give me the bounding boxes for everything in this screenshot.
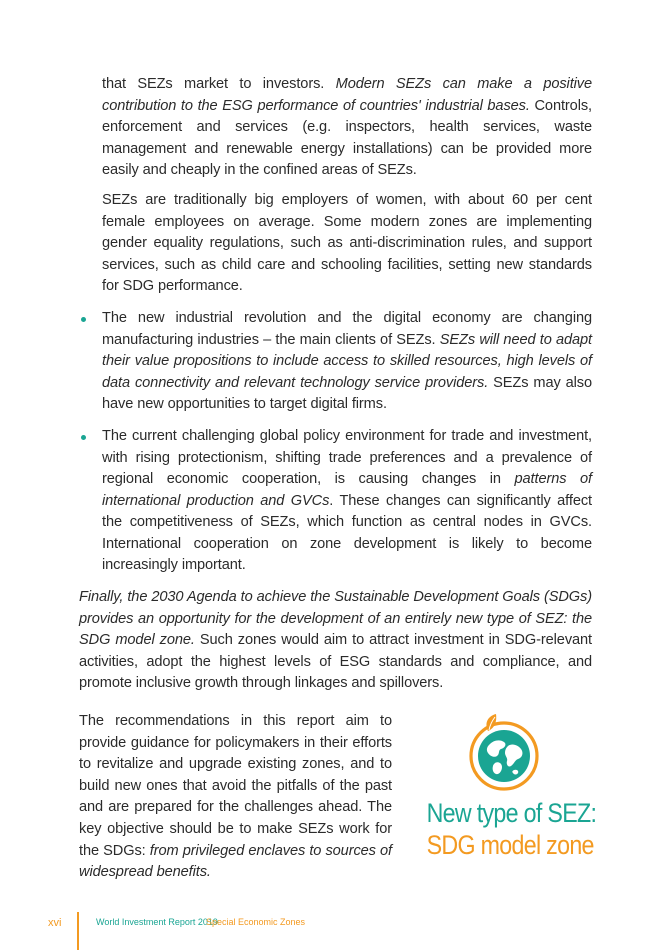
paragraph-modern-sez-esg <box>102 74 592 182</box>
italic-span: patterns of international production and GVCs <box>102 471 592 509</box>
footer-section-title: Special Economic Zones <box>206 917 306 927</box>
page-number: xvi <box>48 917 62 929</box>
text-span: Controls, enforcement and services (e.g. inspectors, health services, waste management and renewable energy installations) can be provided more easily and cheaply in the confined areas of SEZs. <box>102 97 592 179</box>
text-span: . These changes can significantly affect the competitiveness of SEZs, which function as central nodes in GVCs. International cooperation on zone development is likely to become increasingly important. <box>102 492 592 574</box>
text-span: The recommendations in this report aim to provide guidance for policymakers in their efforts to revitalize and upgrade existing zones, and to build new ones that avoid the pitfalls of the past and are prepared for the challenges ahead. The key objective should be to make SEZs work for the SDGs: <box>79 713 392 859</box>
page-content <box>79 74 597 886</box>
italic-span: SEZs will need to adapt their value propositions to include access to skilled resources, high levels of data connectivity and relevant technology service providers. <box>102 331 592 391</box>
bullet-industrial-revolution <box>79 308 592 416</box>
text-span: SEZs may also have new opportunities to target digital firms. <box>102 374 592 413</box>
page-footer <box>48 910 608 950</box>
paragraph-recommendations <box>79 711 392 884</box>
text-span: The new industrial revolution and the digital economy are changing manufacturing industries – the main clients of SEZs. <box>102 309 592 348</box>
italic-span: from privileged enclaves to sources of widespread benefits. <box>79 842 393 881</box>
callout-title-line2: SDG model zone <box>426 830 594 861</box>
bullet-policy-environment <box>79 426 592 577</box>
text-span: that SEZs market to investors. <box>102 76 336 92</box>
callout-title-line1: New type of SEZ: <box>426 798 597 829</box>
text-span: Such zones would aim to attract investment in SDG-relevant activities, adopt the highest levels of ESG standards and compliance, and promote inclusive growth through linkages and spillovers. <box>79 632 593 692</box>
bullet-icon <box>81 435 86 440</box>
bullet-icon <box>81 317 86 322</box>
bullet-text <box>102 426 592 577</box>
paragraph-sdg-model-zone <box>79 587 592 695</box>
italic-span: Finally, the 2030 Agenda to achieve the Sustainable Development Goals (SDGs) provides an opportunity for the development of an entirely new type of SEZ: the SDG model zone. <box>79 589 592 649</box>
footer-report-title: World Investment Report 2019 <box>96 917 218 927</box>
text-span: The current challenging global policy environment for trade and investment, with rising protectionism, shifting trade preferences and a prevalence of regional economic cooperation, is causing changes in <box>102 427 592 488</box>
bullet-text <box>102 308 592 416</box>
callout-sdg-model-zone <box>414 713 597 861</box>
paragraph-women-employment: SEZs are traditionally big employers of women, with about 60 per cent female employees on average. Some modern zones are implementing gender equality regulations, such as anti-discrimination rules, and support services, such as child care and schooling facilities, setting new standards for SDG performance. <box>102 191 592 295</box>
bottom-section <box>79 711 597 886</box>
footer-divider <box>77 912 79 950</box>
globe-leaf-icon <box>467 713 541 793</box>
italic-span: Modern SEZs can make a positive contribution to the ESG performance of countries' industrial bases. <box>102 76 593 114</box>
